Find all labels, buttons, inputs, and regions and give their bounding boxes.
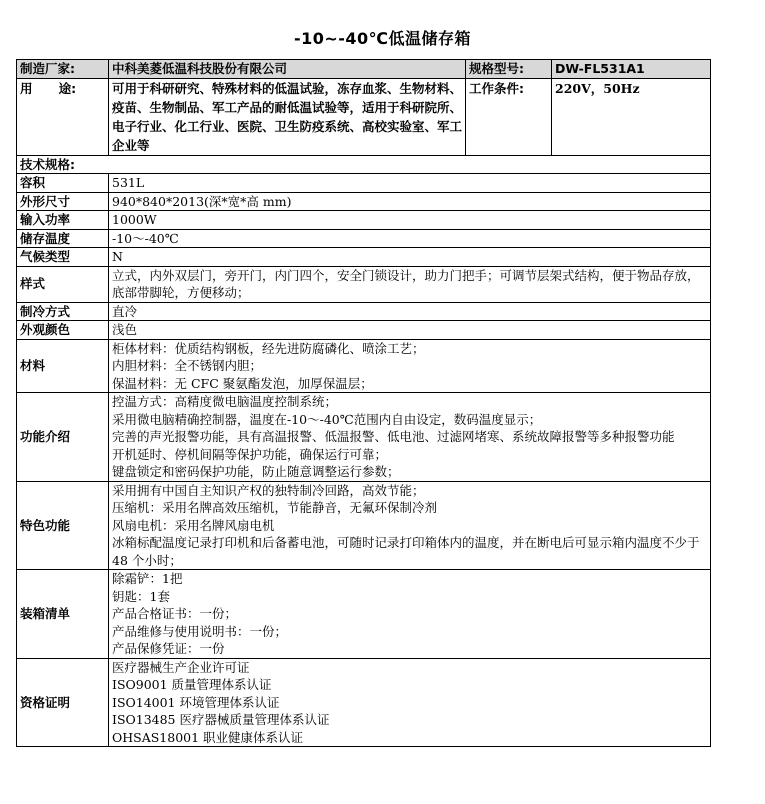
spec-row — [17, 570, 711, 659]
spec-value — [109, 658, 711, 747]
spec-value-line: 产品保修凭证：一份 — [112, 641, 225, 656]
model-label: 规格型号: — [466, 60, 552, 79]
spec-row — [17, 192, 711, 211]
spec-label: 功能介绍 — [17, 393, 109, 482]
spec-value — [109, 266, 711, 302]
spec-label: 资格证明 — [17, 658, 109, 747]
spec-value-line: 压缩机：采用名牌高效压缩机，节能静音，无氟环保制冷剂 — [112, 500, 438, 515]
spec-value-line: 531L — [112, 175, 145, 190]
spec-row — [17, 339, 711, 393]
spec-value-line: 采用微电脑精确控制器，温度在-10～-40℃范围内自由设定，数码温度显示； — [112, 411, 542, 427]
spec-label: 输入功率 — [17, 211, 109, 230]
spec-row — [17, 302, 711, 321]
work-label: 工作条件: — [466, 78, 552, 155]
spec-value — [109, 481, 711, 570]
spec-heading-row — [17, 155, 711, 174]
spec-value-line: 940*840*2013(深*宽*高 mm) — [112, 193, 292, 209]
spec-label: 材料 — [17, 339, 109, 393]
page-title: -10~-40℃低温储存箱 — [293, 29, 472, 48]
spec-value-line: 柜体材料：优质结构钢板，经先进防腐磷化、喷涂工艺； — [112, 340, 425, 356]
spec-value-line: 采用拥有中国自主知识产权的独特制冷回路，高效节能； — [112, 482, 425, 498]
spec-value-line: 控温方式：高精度微电脑温度控制系统； — [112, 394, 338, 409]
model-value: DW-FL531A1 — [552, 60, 711, 79]
spec-row — [17, 266, 711, 302]
spec-value-line: ISO9001 质量管理体系认证 — [112, 677, 272, 692]
spec-value-line: 钥匙：1套 — [112, 588, 170, 604]
spec-label: 制冷方式 — [17, 302, 109, 321]
spec-value-line: 开机延时、停机间隔等保护功能，确保运行可靠； — [112, 446, 388, 462]
work-value: 220V，50Hz — [552, 78, 711, 155]
spec-row — [17, 658, 711, 747]
spec-value-line: 立式，内外双层门，旁开门，内门四个，安全门锁设计，助力门把手；可调节层架式结构，便于物品存放，底部带脚轮，方便移动； — [112, 267, 700, 300]
spec-value-line: ISO13485 医疗器械质量管理体系认证 — [112, 712, 330, 727]
spec-value-line: 1000W — [112, 212, 157, 227]
spec-value — [109, 393, 711, 482]
spec-row — [17, 229, 711, 248]
spec-value — [109, 174, 711, 193]
spec-label: 容积 — [17, 174, 109, 193]
spec-value-line: 完善的声光报警功能，具有高温报警、低温报警、低电池、过滤网堵寒、系统故障报警等多种报警功能 — [112, 429, 675, 444]
use-row — [17, 78, 711, 155]
spec-row — [17, 174, 711, 193]
spec-value-line: -10～-40℃ — [112, 230, 179, 246]
spec-value-line: 除霜铲：1把 — [112, 571, 183, 586]
maker-label: 制造厂家: — [17, 60, 109, 79]
spec-row — [17, 248, 711, 267]
spec-value — [109, 339, 711, 393]
spec-heading: 技术规格: — [17, 155, 711, 174]
spec-row — [17, 481, 711, 570]
spec-label: 装箱清单 — [17, 570, 109, 659]
spec-value-line: N — [112, 249, 123, 264]
spec-value-line: 产品维修与使用说明书：一份； — [112, 623, 288, 639]
spec-value — [109, 192, 711, 211]
spec-value-line: 冰箱标配温度记录打印机和后备蓄电池，可随时记录打印箱体内的温度，并在断电后可显示箱内温度不少于 48 个小时； — [112, 535, 700, 568]
spec-value-line: ISO14001 环境管理体系认证 — [112, 694, 280, 710]
spec-value-line: 直冷 — [112, 303, 138, 319]
maker-value: 中科美菱低温科技股份有限公司 — [109, 60, 466, 79]
spec-row — [17, 321, 711, 340]
spec-value-line: 保温材料：无 CFC 聚氨酯发泡，加厚保温层； — [112, 375, 373, 391]
spec-value — [109, 211, 711, 230]
spec-value — [109, 248, 711, 267]
spec-label: 气候类型 — [17, 248, 109, 267]
use-label: 用 途: — [17, 78, 109, 155]
spec-value — [109, 570, 711, 659]
spec-label: 样式 — [17, 266, 109, 302]
spec-row — [17, 393, 711, 482]
spec-value-line: 内胆材料：全不锈钢内胆； — [112, 358, 263, 373]
spec-value — [109, 321, 711, 340]
spec-table — [16, 59, 711, 747]
spec-label: 储存温度 — [17, 229, 109, 248]
spec-value — [109, 302, 711, 321]
maker-row — [17, 60, 711, 79]
spec-value-line: OHSAS18001 职业健康体系认证 — [112, 729, 304, 745]
spec-label: 外观颜色 — [17, 321, 109, 340]
spec-label: 外形尺寸 — [17, 192, 109, 211]
spec-label: 特色功能 — [17, 481, 109, 570]
spec-value-line: 浅色 — [112, 322, 138, 337]
spec-value-line: 医疗器械生产企业许可证 — [112, 659, 250, 675]
use-value: 可用于科研研究、特殊材料的低温试验，冻存血浆、生物材料、疫苗、生物制品、军工产品的耐低温试验等，适用于科研院所、电子行业、化工行业、医院、卫生防疫系统、高校实验室、军工企业等 — [109, 78, 466, 155]
spec-value — [109, 229, 711, 248]
spec-value-line: 键盘锁定和密码保护功能，防止随意调整运行参数； — [112, 464, 400, 479]
spec-value-line: 风扇电机：采用名牌风扇电机 — [112, 517, 275, 533]
spec-value-line: 产品合格证书：一份； — [112, 606, 238, 621]
spec-row — [17, 211, 711, 230]
